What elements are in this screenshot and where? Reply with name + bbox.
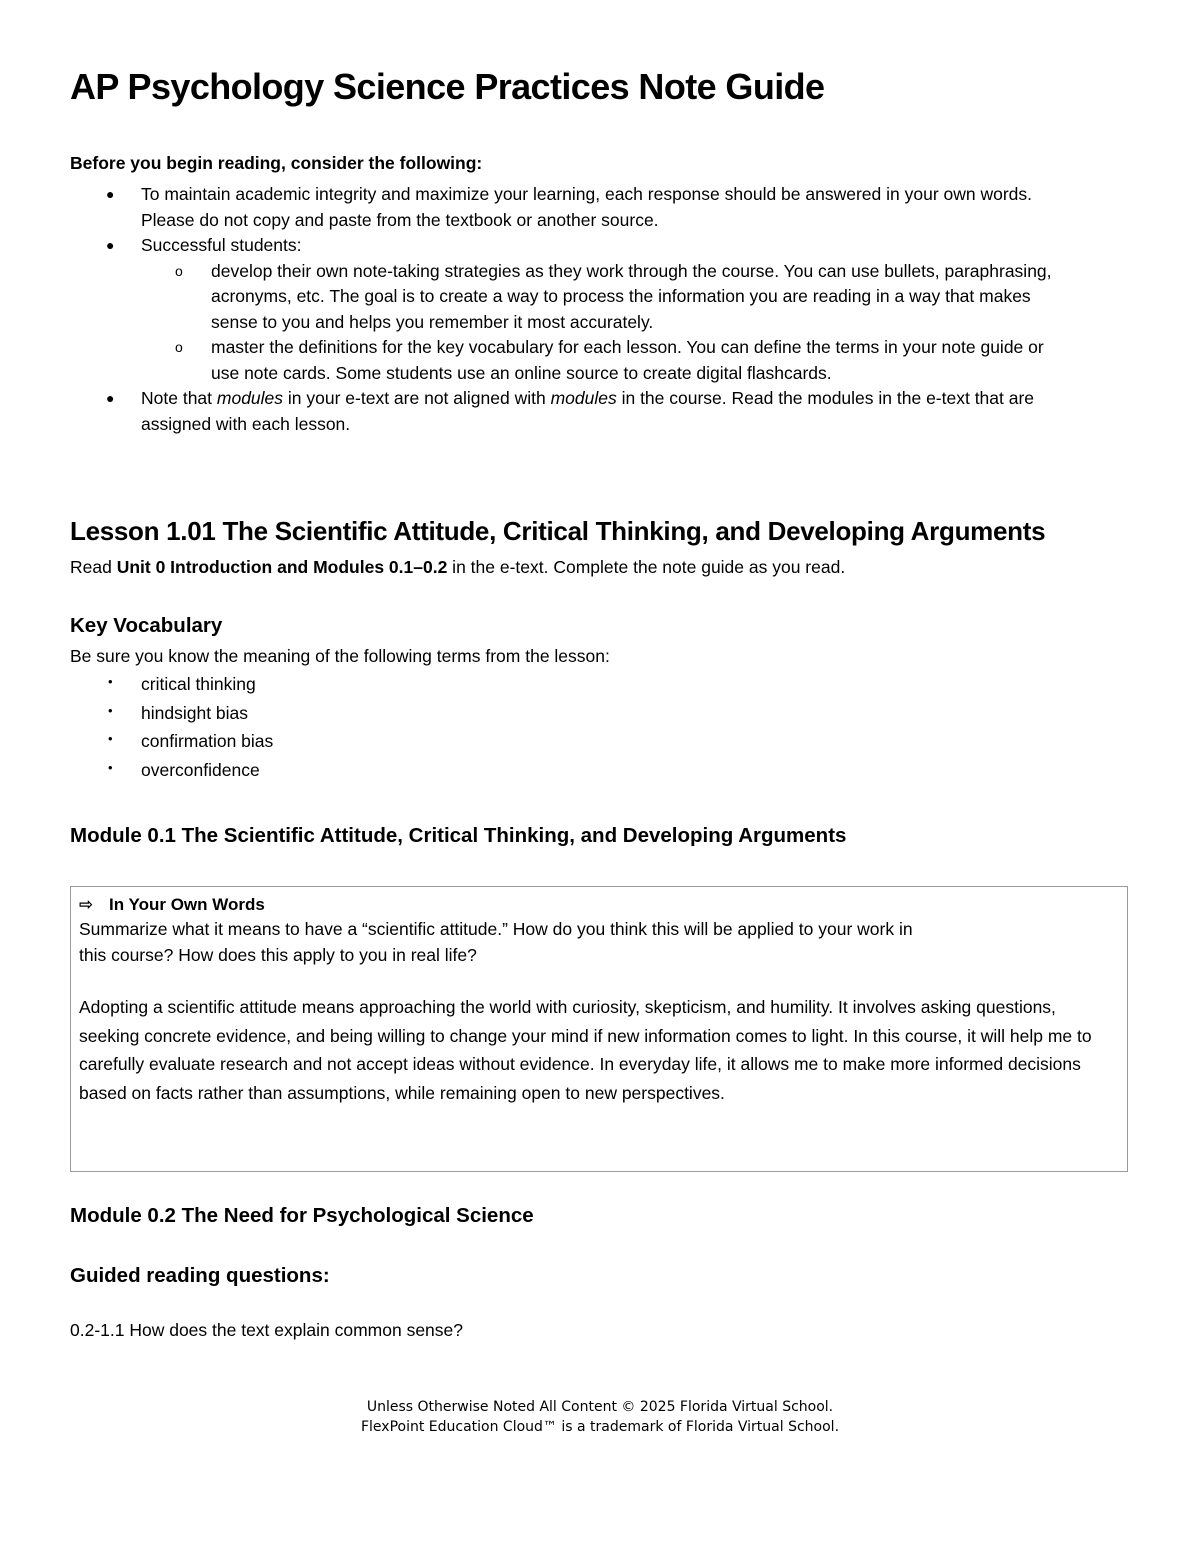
in-your-own-words-box — [70, 886, 1128, 1172]
box-title-row — [79, 893, 1115, 917]
bullet-icon: • — [108, 674, 113, 689]
prompt-line: this course? How does this apply to you in real life? — [79, 944, 477, 965]
module-0-2-heading: Module 0.2 The Need for Psychological Science — [70, 1204, 534, 1227]
bullet-icon: ● — [106, 390, 115, 406]
circle-bullet-icon: o — [175, 262, 183, 279]
footer-trademark: FlexPoint Education Cloud™ is a trademark of Florida Virtual School. — [360, 1419, 840, 1435]
vocabulary-term: • critical thinking — [0, 670, 273, 699]
sub-bullet-vocabulary — [0, 335, 1061, 386]
bullet-icon: • — [108, 702, 113, 718]
emphasis-modules: modules — [216, 388, 284, 408]
box-title: In Your Own Words — [109, 895, 265, 914]
bullet-text-part: Note that — [141, 388, 217, 408]
page-footer — [0, 1397, 1200, 1437]
right-arrow-icon: ⇨ — [79, 895, 94, 914]
bullet-icon: ● — [106, 186, 115, 202]
bullet-icon: ● — [106, 237, 115, 253]
prompt-line: Summarize what it means to have a “scientific attitude.” How do you think this will be applied to your work in — [79, 919, 913, 939]
vocabulary-term: • hindsight bias — [0, 699, 273, 728]
page-title: AP Psychology Science Practices Note Guide — [70, 66, 825, 107]
bullet-text-part: in the course. Read the modules in the e-text that are assigned with each lesson. — [141, 388, 1035, 434]
bullet-text: Successful students: — [141, 235, 302, 255]
circle-bullet-icon: o — [175, 339, 183, 355]
vocabulary-intro: Be sure you know the meaning of the following terms from the lesson: — [70, 646, 610, 666]
module-0-1-heading: Module 0.1 The Scientific Attitude, Critical Thinking, and Developing Arguments — [70, 824, 847, 847]
sub-bullet-text: master the definitions for the key vocabulary for each lesson. You can define the terms in your note guide or use note cards. Some students use an online source to create digital flashcards. — [211, 337, 1044, 383]
intro-bullet-list — [0, 182, 1120, 437]
lesson-reading-instructions — [70, 555, 845, 581]
read-prefix: Read — [70, 557, 117, 577]
guided-question: 0.2-1.1 How does the text explain common sense? — [70, 1320, 463, 1340]
bullet-text-part: in your e-text are not aligned with — [283, 388, 551, 408]
emphasis-modules: modules — [550, 388, 617, 408]
box-prompt — [79, 917, 1115, 968]
intro-bullet-successful — [0, 233, 1061, 259]
bullet-text: To maintain academic integrity and maximize your learning, each response should be answered in your own words. Please do not copy and paste from the textbook or another source. — [141, 184, 1033, 230]
footer-copyright: Unless Otherwise Noted All Content © 2025 Florida Virtual School. — [366, 1399, 834, 1415]
vocabulary-list — [0, 670, 273, 784]
lesson-heading: Lesson 1.01 The Scientific Attitude, Critical Thinking, and Developing Arguments — [70, 516, 1046, 546]
read-assignment: Unit 0 Introduction and Modules 0.1–0.2 — [116, 557, 448, 577]
student-answer[interactable]: Adopting a scientific attitude means approaching the world with curiosity, skepticism, and humility. It involves asking questions, seeking concrete evidence, and being willing to change your mind if new information comes to light. In this course, it will help me to carefully evaluate research and not accept ideas without evidence. In everyday life, it allows me to make more informed decisions based on facts rather than assumptions, while remaining open to new perspectives. — [79, 997, 1092, 1103]
intro-heading: Before you begin reading, consider the following: — [70, 153, 483, 173]
intro-bullet-integrity — [0, 182, 1061, 233]
guided-reading-heading: Guided reading questions: — [70, 1264, 330, 1287]
bullet-icon: • — [108, 759, 113, 775]
key-vocabulary-heading: Key Vocabulary — [70, 614, 223, 637]
intro-bullet-modules — [0, 386, 1061, 437]
bullet-icon: • — [108, 731, 113, 746]
sub-bullet-note-taking — [0, 259, 1061, 336]
sub-bullet-text: develop their own note-taking strategies as they work through the course. You can use bullets, paraphrasing, acronyms, etc. The goal is to create a way to process the information you are reading in a way that makes sense to you and helps you remember it most accurately. — [211, 260, 1052, 332]
vocabulary-term: • confirmation bias — [0, 727, 273, 756]
read-suffix: in the e-text. Complete the note guide as you read. — [447, 557, 846, 577]
vocabulary-term: • overconfidence — [0, 756, 273, 785]
